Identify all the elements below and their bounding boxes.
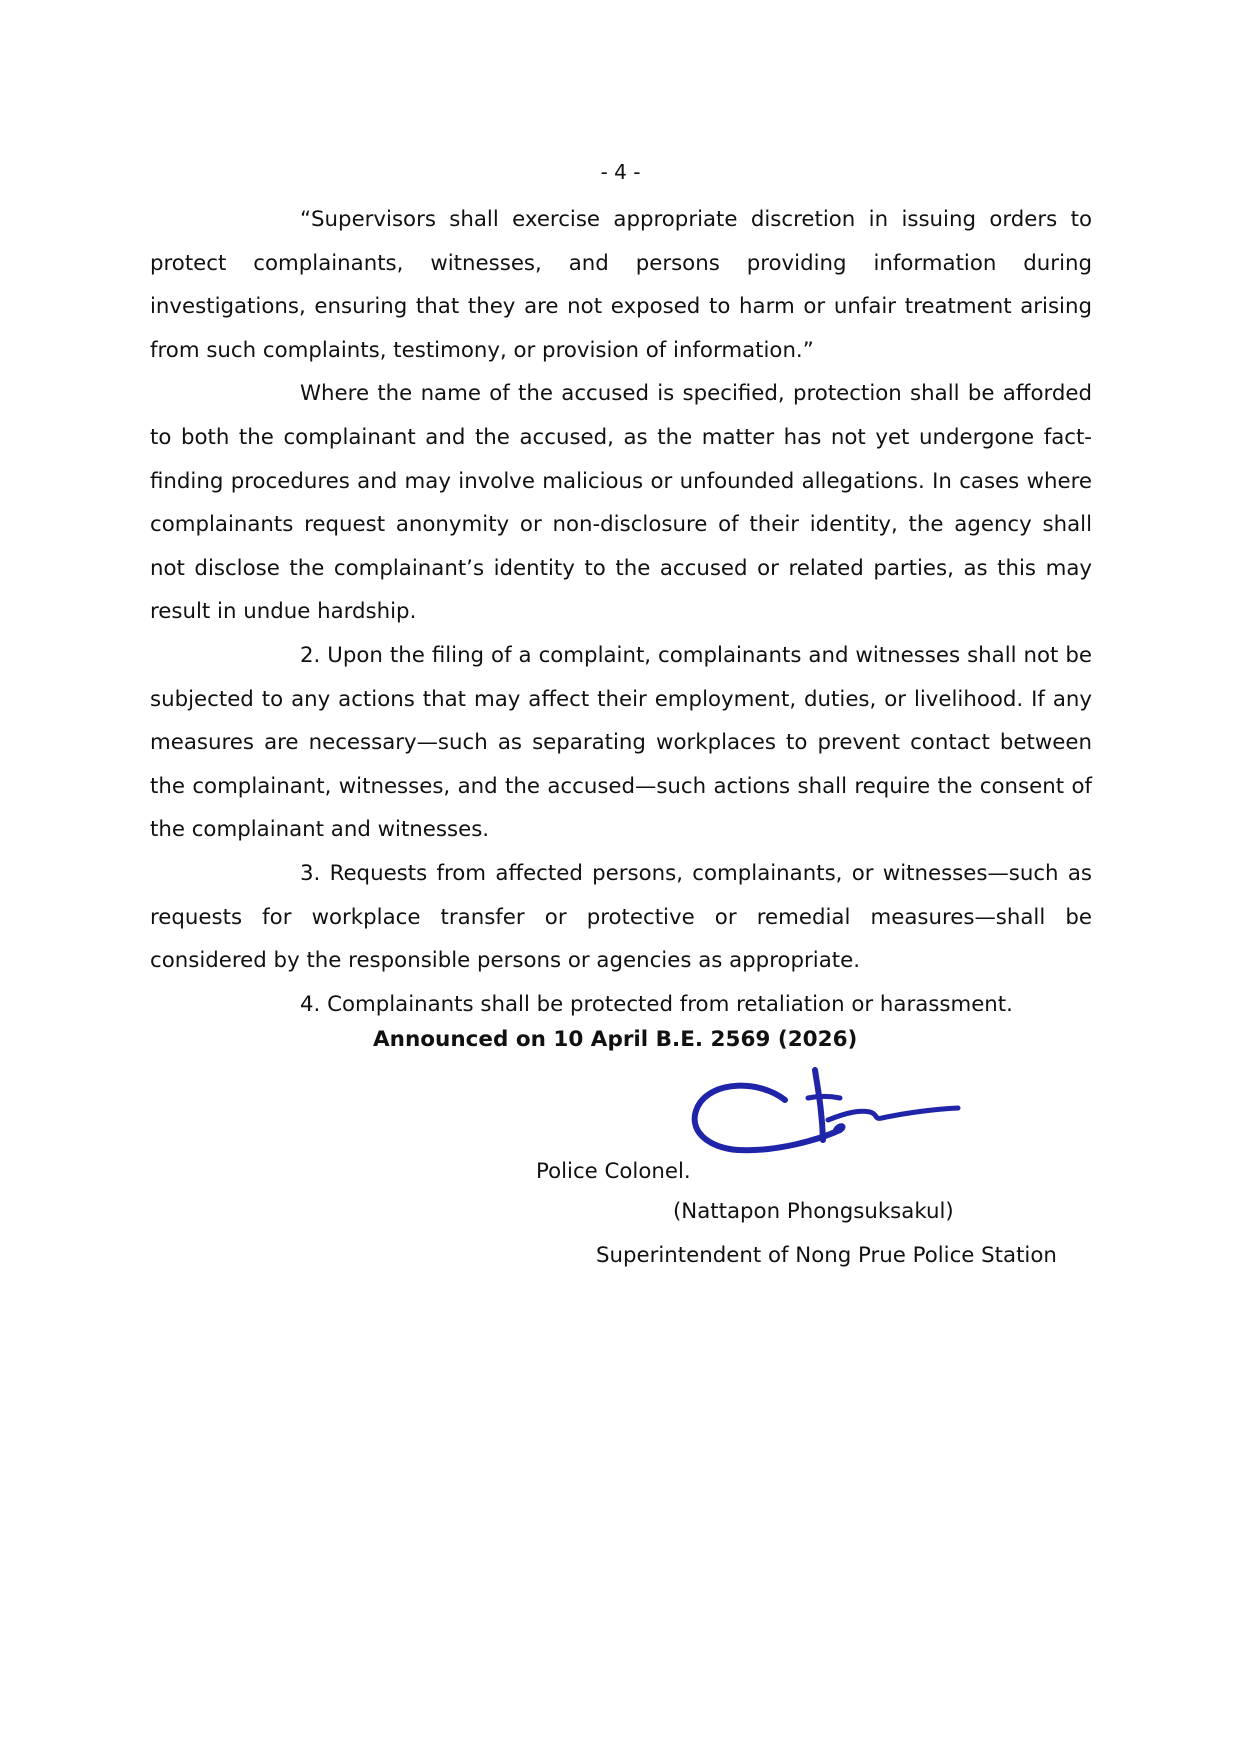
handwritten-signature — [690, 1066, 970, 1188]
paragraph-supervisors-quote: “Supervisors shall exercise appropriate discretion in issuing orders to protect complainants, witnesses, and persons providing information during investigations, ensuring that they are not exposed to harm or unfair treatment arising from such complaints, testimony, or provision of information.” — [150, 207, 1092, 363]
signature-crossbar-stroke — [808, 1097, 840, 1099]
paragraph-item-3: 3. Requests from affected persons, complainants, or witnesses—such as requests for workplace transfer or protective or remedial measures—shall be considered by the responsible persons or agencies as appropriate. — [150, 860, 1092, 974]
announcement-date: Announced on 10 April B.E. 2569 (2026) — [373, 1027, 858, 1052]
signature-vertical-stroke — [815, 1070, 823, 1140]
signer-title: Superintendent of Nong Prue Police Station — [596, 1243, 1057, 1268]
signature-tail-stroke — [828, 1108, 958, 1120]
paragraph-item-2: 2. Upon the filing of a complaint, complainants and witnesses shall not be subjected to any actions that may affect their employment, duties, or livelihood. If any measures are necessary—such as separating workplaces to prevent contact between the complainant, witnesses, and the accused—such actions shall require the consent of the complainant and witnesses. — [150, 642, 1092, 843]
paragraph-accused-protection: Where the name of the accused is specified, protection shall be afforded to both the complainant and the accused, as the matter has not yet undergone fact-finding procedures and may involve malicious or unfounded allegations. In cases where complainants request anonymity or non-disclosure of their identity, the agency shall not disclose the complainant’s identity to the accused or related parties, as this may result in undue hardship. — [150, 381, 1092, 625]
page-number: - 4 - — [600, 160, 641, 184]
document-body — [150, 198, 1092, 1026]
signer-name: (Nattapon Phongsuksakul) — [673, 1199, 954, 1224]
paragraph-item-4: 4. Complainants shall be protected from retaliation or harassment. — [300, 991, 1013, 1017]
signer-rank: Police Colonel. — [536, 1159, 691, 1184]
